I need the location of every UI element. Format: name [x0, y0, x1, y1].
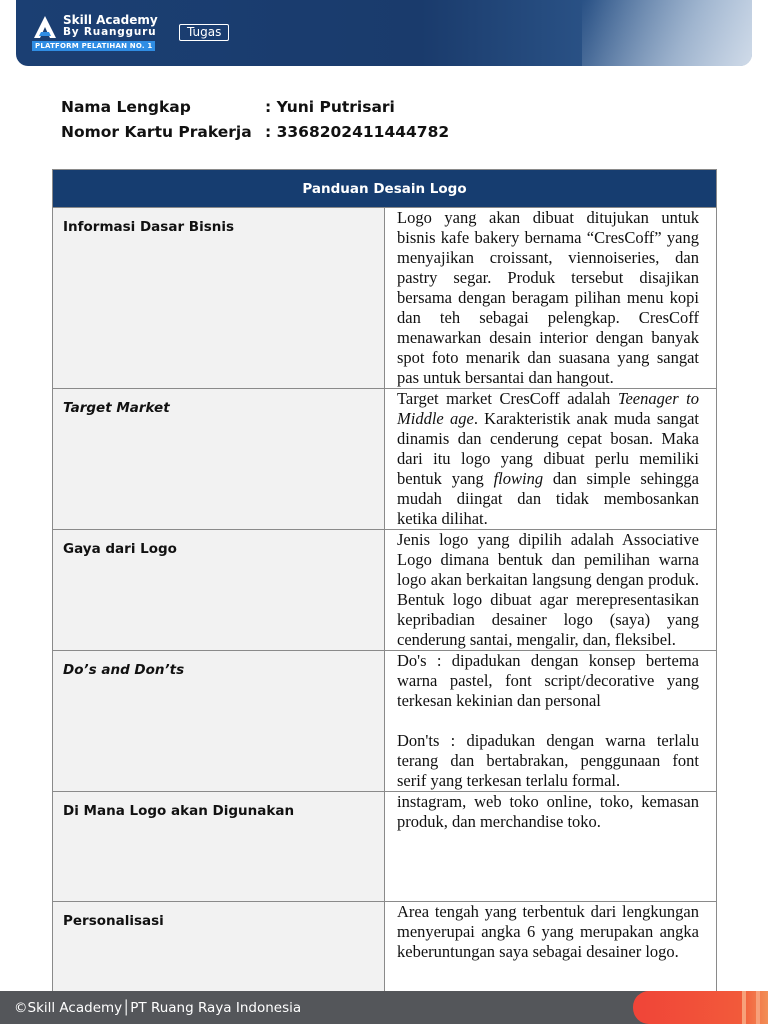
flowing-emphasis: flowing	[493, 469, 544, 488]
paragraph-gap	[397, 711, 699, 731]
table-row	[53, 651, 717, 792]
row-label-target-market: Target Market	[53, 389, 385, 530]
footer-copyright: ©Skill Academy│PT Ruang Raya Indonesia	[14, 1000, 302, 1016]
tugas-badge: Tugas	[179, 24, 229, 41]
name-value: : Yuni Putrisari	[265, 98, 395, 116]
logo-guide-table	[52, 169, 717, 1011]
footer-accent-stripe	[742, 991, 746, 1024]
table-row	[53, 792, 717, 902]
table-header-row	[53, 170, 717, 208]
footer-bar	[0, 991, 768, 1024]
row-label-business-info: Informasi Dasar Bisnis	[53, 208, 385, 389]
row-text-logo-style: Jenis logo yang dipilih adalah Associative Logo dimana bentuk dan pemilihan warna logo akan berkaitan langsung dengan produk. Bentuk logo dibuat agar merepresentasikan kepribadian desainer logo (saya) yang cenderung santai, mengalir, dan, fleksibel.	[385, 530, 717, 651]
row-text-business-info: Logo yang akan dibuat ditujukan untuk bisnis kafe bakery bernama “CresCoff” yang menyajikan croissant, viennoiseries, dan pastry segar. Produk tersebut disajikan bersama dengan beragam pilihan menu kopi dan teh sebagai pelengkap. CresCoff menawarkan desain interior dengan banyak spot foto menarik dan suasana yang sangat pas untuk bersantai dan hangout.	[385, 208, 717, 389]
row-label-personalization: Personalisasi	[53, 902, 385, 1011]
row-label-logo-usage: Di Mana Logo akan Digunakan	[53, 792, 385, 902]
footer-accent-stripe	[756, 991, 760, 1024]
footer-accent-shape	[633, 991, 768, 1024]
row-text-target-market	[385, 389, 717, 530]
target-text-part: dan simple sehingga mudah diingat dan tidak membosankan ketika dilihat.	[397, 469, 699, 528]
header-banner	[16, 0, 752, 66]
brand-subname: By Ruangguru	[63, 26, 157, 38]
brand-tagline: PLATFORM PELATIHAN NO. 1	[32, 41, 155, 51]
target-text-part: . Karakteristik anak muda sangat dinamis dan cenderung cepat bosan. Maka dari itu logo yang dibuat perlu memiliki bentuk yang	[397, 409, 700, 488]
name-label: Nama Lengkap	[61, 98, 191, 116]
row-label-logo-style: Gaya dari Logo	[53, 530, 385, 651]
row-text-dos-donts	[385, 651, 717, 792]
skill-academy-logo-icon	[32, 15, 58, 39]
card-number-label: Nomor Kartu Prakerja	[61, 123, 252, 141]
dos-text: Do's : dipadukan dengan konsep bertema warna pastel, font script/decorative yang terkesan kekinian dan personal	[397, 651, 699, 710]
table-row	[53, 208, 717, 389]
target-text-part: Target market CresCoff adalah	[397, 389, 618, 408]
row-text-personalization: Area tengah yang terbentuk dari lengkungan menyerupai angka 6 yang merupakan angka keberuntungan saya sebagai desainer logo.	[385, 902, 717, 1011]
row-label-dos-donts: Do’s and Don’ts	[53, 651, 385, 792]
target-age-emphasis: Teenager to Middle age	[397, 389, 699, 428]
card-number-value: : 3368202411444782	[265, 123, 450, 141]
brand-name: Skill Academy	[63, 13, 158, 27]
header-decoration	[582, 0, 752, 66]
table-title: Panduan Desain Logo	[53, 170, 717, 208]
table-row	[53, 530, 717, 651]
row-text-logo-usage: instagram, web toko online, toko, kemasan produk, dan merchandise toko.	[385, 792, 717, 902]
table-row	[53, 389, 717, 530]
donts-text: Don'ts : dipadukan dengan warna terlalu terang dan bertabrakan, penggunaan font serif yang terkesan terlalu formal.	[397, 731, 699, 790]
